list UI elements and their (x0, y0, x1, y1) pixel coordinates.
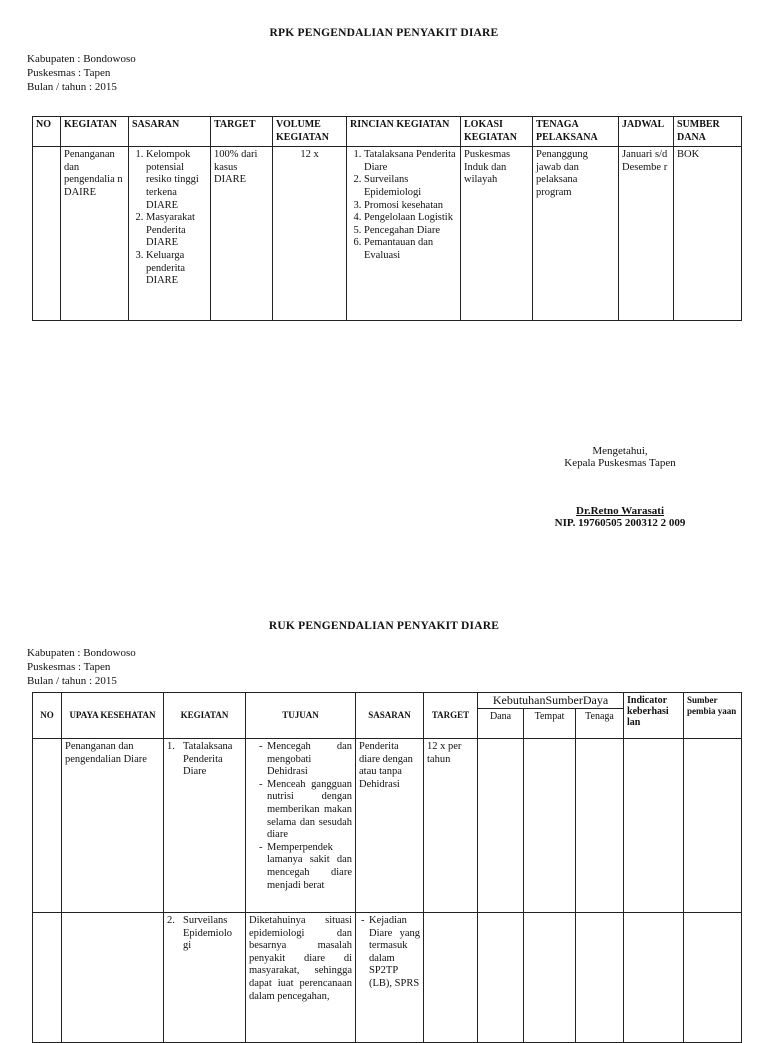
ruk-th-sasaran: SASARAN (356, 693, 424, 739)
ruk-th-indikator: Indicator keberhasi lan (624, 693, 684, 739)
list-item: - Mencegah dan mengobati Dehidrasi (267, 741, 352, 779)
ruk-th-no: NO (33, 693, 62, 739)
ruk-r1-kegiatan-wrap (167, 741, 242, 779)
list-item: - Memperpendek lamanya sakit dan mencegah diare menjadi berat (267, 842, 352, 892)
rpk-table (32, 116, 742, 321)
ruk-r1-tujuan (246, 739, 356, 913)
ruk-r2-target (424, 913, 478, 1043)
rpk-th-jadwal: JADWAL (619, 117, 674, 147)
ruk-table (32, 692, 742, 1043)
ruk-meta (27, 646, 136, 688)
ruk-r1-dana (478, 739, 524, 913)
list-item: 2. Masyarakat Penderita DIARE (146, 212, 207, 250)
ruk-r2-kegiatan-wrap (167, 915, 242, 953)
ruk-r1-tujuan-list (249, 741, 352, 892)
signature-name: Dr.Retno Warasati (576, 505, 664, 517)
table-row (33, 913, 742, 1043)
ruk-r1-kegiatan-no: 1. (167, 741, 175, 752)
ruk-th-upaya: UPAYA KESEHATAN (62, 693, 164, 739)
ruk-th-target: TARGET (424, 693, 478, 739)
list-item: 6. Pemantauan dan Evaluasi (364, 237, 457, 262)
list-item: - Menceah gangguan nutrisi dengan memberikan makan selama dan sesudah diare (267, 779, 352, 842)
list-item: 5. Pencegahan Diare (364, 225, 457, 238)
ruk-kabupaten: Kabupaten : Bondowoso (27, 647, 136, 659)
signature-mengetahui: Mengetahui, (592, 445, 648, 457)
rpk-cell-sasaran (129, 147, 211, 321)
rpk-th-lokasi: LOKASI KEGIATAN (461, 117, 533, 147)
list-item: 3. Promosi kesehatan (364, 200, 457, 213)
ruk-th-tempat: Tempat (524, 709, 576, 739)
ruk-r2-dana (478, 913, 524, 1043)
rpk-cell-kegiatan: Penanganan dan pengendalia n DAIRE (61, 147, 129, 321)
ruk-r2-sasaran (356, 913, 424, 1043)
rpk-bulan: Bulan / tahun : 2015 (27, 81, 117, 93)
ruk-th-dana: Dana (478, 709, 524, 739)
ruk-th-tujuan: TUJUAN (246, 693, 356, 739)
table-row (33, 739, 742, 913)
rpk-header-row (33, 117, 742, 147)
rpk-puskesmas: Puskesmas : Tapen (27, 67, 111, 79)
rpk-th-tenaga: TENAGA PELAKSANA (533, 117, 619, 147)
signature-nip: NIP. 19760505 200312 2 009 (554, 517, 686, 529)
ruk-th-sumber: Sumber pembia yaan (684, 693, 742, 739)
ruk-title: RUK PENGENDALIAN PENYAKIT DIARE (268, 620, 500, 632)
ruk-r1-no (33, 739, 62, 913)
ruk-r2-tenaga (576, 913, 624, 1043)
ruk-r1-tempat (524, 739, 576, 913)
rpk-cell-target: 100% dari kasus DIARE (211, 147, 273, 321)
list-item: 4. Pengelolaan Logistik (364, 212, 457, 225)
rpk-kabupaten: Kabupaten : Bondowoso (27, 53, 136, 65)
ruk-th-tenaga: Tenaga (576, 709, 624, 739)
ruk-th-kegiatan: KEGIATAN (164, 693, 246, 739)
ruk-puskesmas: Puskesmas : Tapen (27, 661, 111, 673)
rpk-th-kegiatan: KEGIATAN (61, 117, 129, 147)
ruk-r1-tenaga (576, 739, 624, 913)
ruk-r2-kegiatan-text: Surveilans Epidemiolo gi (183, 915, 232, 952)
rpk-cell-rincian (347, 147, 461, 321)
ruk-r2-no (33, 913, 62, 1043)
rpk-cell-volume: 12 x (273, 147, 347, 321)
ruk-r1-indikator (624, 739, 684, 913)
list-item: - Kejadian Diare yang termasuk dalam SP2TP (LB), SPRS (369, 915, 420, 991)
rpk-rincian-list (350, 149, 457, 262)
ruk-r1-sumber (684, 739, 742, 913)
ruk-r2-kegiatan-no: 2. (167, 915, 175, 926)
list-item: 1. Kelompok potensial resiko tinggi terkena DIARE (146, 149, 207, 212)
list-item: 2. Surveilans Epidemiologi (364, 174, 457, 199)
rpk-th-volume: VOLUME KEGIATAN (273, 117, 347, 147)
rpk-data-row (33, 147, 742, 321)
list-item: 3. Keluarga penderita DIARE (146, 250, 207, 288)
ruk-r1-kegiatan (164, 739, 246, 913)
ruk-r1-target: 12 x per tahun (424, 739, 478, 913)
ruk-r2-sumber (684, 913, 742, 1043)
rpk-meta (27, 52, 136, 94)
rpk-cell-tenaga: Penanggung jawab dan pelaksana program (533, 147, 619, 321)
rpk-cell-jadwal: Januari s/d Desembe r (619, 147, 674, 321)
rpk-sasaran-list (132, 149, 207, 288)
rpk-th-rincian: RINCIAN KEGIATAN (347, 117, 461, 147)
ruk-r2-tempat (524, 913, 576, 1043)
ruk-r2-sasaran-list (359, 915, 420, 991)
signature-kepala: Kepala Puskesmas Tapen (564, 457, 676, 469)
ruk-r1-kegiatan-text: Tatalaksana Penderita Diare (183, 741, 233, 778)
rpk-cell-lokasi: Puskesmas Induk dan wilayah (461, 147, 533, 321)
ruk-r2-kegiatan (164, 913, 246, 1043)
rpk-cell-no (33, 147, 61, 321)
ruk-bulan: Bulan / tahun : 2015 (27, 675, 117, 687)
rpk-th-no: NO (33, 117, 61, 147)
list-item: 1. Tatalaksana Penderita Diare (364, 149, 457, 174)
rpk-cell-sumber: BOK (674, 147, 742, 321)
ruk-header-row (33, 693, 742, 709)
ruk-r2-indikator (624, 913, 684, 1043)
ruk-r2-upaya (62, 913, 164, 1043)
signature-block (520, 445, 720, 529)
rpk-th-target: TARGET (211, 117, 273, 147)
rpk-th-sasaran: SASARAN (129, 117, 211, 147)
rpk-th-sumber: SUMBER DANA (674, 117, 742, 147)
ruk-r2-tujuan: Diketahuinya situasi epidemiologi dan besarnya masalah penyakit diare di masyarakat, sehingga dapat iuat perencanaan dalam pencegahan, (246, 913, 356, 1043)
ruk-th-kebutuhan: KebutuhanSumberDaya (478, 693, 624, 709)
ruk-r1-upaya: Penanganan dan pengendalian Diare (62, 739, 164, 913)
rpk-title: RPK PENGENDALIAN PENYAKIT DIARE (269, 27, 499, 39)
ruk-r1-sasaran: Penderita diare dengan atau tanpa Dehidrasi (356, 739, 424, 913)
